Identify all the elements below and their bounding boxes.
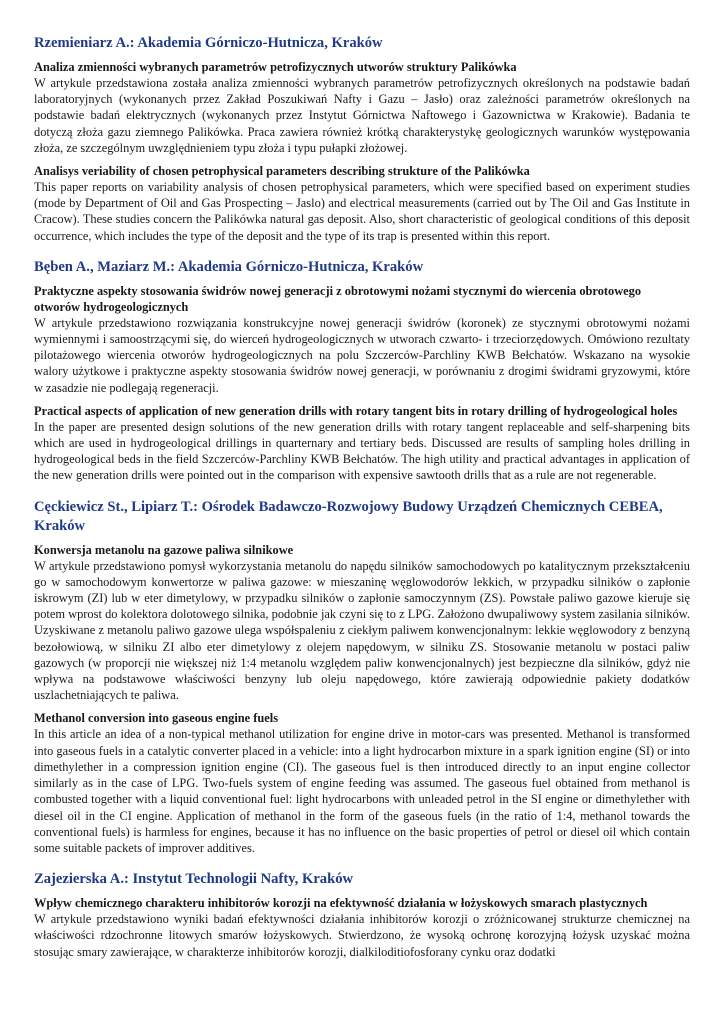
- polish-body: W artykule przedstawiono rozwiązania konstrukcyjne nowej generacji świdrów (koronek) ze stycznymi obrotowymi nożami wymiennymi i samoostrzącymi się, do wierceń hydrogeologicznych w utworach czwarto- i trzeciorzędowych. Omówiono rezultaty pilotażowego wiercenia otworów hydrogeologicznych na polu Szczerców-Parchliny KWB Bełchatów. Wskazano na wysokie walory użytkowe i praktyczne aspekty stosowania świdrów nowej generacji, w porównaniu z drogimi świdrami gryzowymi, które w zasadzie nie podlegają regeneracji.: [34, 315, 690, 395]
- author-heading: Rzemieniarz A.: Akademia Górniczo-Hutnicza, Kraków: [34, 35, 383, 51]
- english-body: In the paper are presented design solutions of the new generation drills with rotary tangent replaceable and self-sharpening bits which are used in hydrogeological drillings in quarternary and tertiary beds. Discussed are results of sampling holes drilling in hydrogeological beds in the field Szczerców-Parchliny KWB Bełchatów. The high utility and practical advantages in application of the new generation drills were pointed out in the comparison with expensive sawtooth drills that as a rule are not regenerable.: [34, 419, 690, 483]
- abstract-entry-zajezierska: [34, 870, 690, 960]
- abstract-entry-beben-maziarz: [34, 258, 690, 484]
- polish-body: W artykule przedstawiono wyniki badań efektywności działania inhibitorów korozji o zróżnicowanej strukturze chemicznej na właściwości rdzochronne litowych smarów łożyskowych. Stwierdzono, że wysoką ochronę korozyjną łożysk uzyskać można stosując smary zawierające, w charakterze inhibitorów korozji, dialkiloditiofosforany cynku oraz dodatki: [34, 912, 690, 959]
- polish-title: Konwersja metanolu na gazowe paliwa silnikowe: [34, 542, 294, 557]
- english-title: Analisys veriability of chosen petrophysical parameters describing strukture of the Palikówka: [34, 164, 530, 179]
- abstract-entry-ceckiewicz-lipiarz: [34, 498, 690, 856]
- abstract-entry-rzemieniarz: [34, 34, 690, 244]
- polish-body: W artykule przedstawiona została analiza zmienności wybranych parametrów petrofizycznych określonych na podstawie badań laboratoryjnych (wykonanych przez Zakład Poszukiwań Nafty i Gazu – Jasło) oraz zależności parametrów określonych na podstawie badań elektrycznych (wykonanych przez Instytut Górnictwa Naftowego i Gazownictwa w Krakowie). Badania te dotyczą złoża gazu ziemnego Palikówka. Praca zawiera również krótką charakterystykę geologicznych warunków występowania złoża, ze szczególnym uwzględnieniem typu złoża i typu pułapki złożowej.: [34, 76, 690, 155]
- polish-abstract: [34, 59, 690, 156]
- abstracts-column: [34, 34, 690, 974]
- author-heading: Cęckiewicz St., Lipiarz T.: Ośrodek Badawczo-Rozwojowy Budowy Urządzeń Chemicznych CEBEA, Kraków: [34, 498, 663, 534]
- polish-abstract: [34, 895, 690, 960]
- polish-body: W artykule przedstawiono pomysł wykorzystania metanolu do napędu silników samochodowych po katalitycznym przekształceniu go w samochodowym konwertorze w paliwa gazowe: w mieszaninę węglowodorów lekkich, w przypadku silników o zapłonie iskrowym (ZI) lub w eter dimetylowy, w przypadku silników o zapłonie samoczynnym (ZS). Powstałe paliwo gazowe kieruje się potem wprost do kolektora dolotowego silnika, podobnie jak czyni się to z LPG. Założono dwupaliwowy system zasilania silników. Uzyskiwane z metanolu paliwo gazowe ulega współspaleniu z ciekłym paliwem konwencjonalnym: lekkie węglowodory z benzyną bezołowiową, w silniku ZI albo eter dimetylowy z olejem napędowym, w silniku ZS. Stosowanie metanolu w postaci paliw gazowych (w proporcji nie większej niż 1:4 metanolu względem paliw konwencjonalnych) jest bezpieczne dla silników, gdyż nie wpływa na podstawowe właściwości benzyny lub oleju napędowego, które zawierają odpowiednie pakiety dodatków uszlachetniających te paliwa.: [34, 558, 690, 703]
- english-title: Methanol conversion into gaseous engine fuels: [34, 711, 279, 726]
- english-body: This paper reports on variability analysis of chosen petrophysical parameters, which were specified based on experiment studies (mode by Department of Oil and Gas Prospecting – Jaslo) and electrical measurements (carried out by The Oil and Gas Institute in Cracow). These studies concern the Palikówka natural gas deposit. Also, short characteristic of geological conditions of this deposit occurrence, which includes the type of the deposit and the type of its trap is presented within this report.: [34, 180, 690, 243]
- polish-abstract: [34, 542, 690, 704]
- author-heading: Bęben A., Maziarz M.: Akademia Górniczo-Hutnicza, Kraków: [34, 258, 424, 275]
- english-abstract: [34, 163, 690, 244]
- english-abstract: [34, 710, 690, 856]
- polish-title: Praktyczne aspekty stosowania świdrów nowej generacji z obrotowymi nożami stycznymi do wiercenia obrotowego otworów hydrogeologicznych: [34, 283, 642, 314]
- polish-title: Wpływ chemicznego charakteru inhibitorów korozji na efektywność działania w łożyskowych smarach plastycznych: [34, 896, 648, 911]
- english-abstract: [34, 403, 690, 484]
- polish-title: Analiza zmienności wybranych parametrów petrofizycznych utworów struktury Palikówka: [34, 60, 517, 74]
- english-title: Practical aspects of application of new generation drills with rotary tangent bits in rotary drilling of hydrogeological holes: [34, 403, 678, 418]
- english-body: In this article an idea of a non-typical methanol utilization for engine drive in motor-cars was presented. Methanol is transformed into gaseous fuels in a catalytic converter placed in a vehicle: into a light hydrocarbon mixture in a spark ignition engine (SI) or into dimethylether in a compression ignition engine (CI). The gaseous fuel is then introduced directly to an input engine collector similarly as in the case of LPG. Two-fuels system of engine feeding was assumed. The gaseous fuel obtained from methanol is combusted together with a liquid conventional fuel: light hydrocarbons with unleaded petrol in the SI engine or dimethylether with diesel oil in the CI engine. Application of methanol in the form of the gaseous fuels (in the ratio of 1:4, methanol towards the conventional fuels) is harmless for engines, because it has no influence on the basic properties of petrol or diesel oil which contain some suitable packets of improver additives.: [34, 727, 690, 855]
- author-heading: Zajezierska A.: Instytut Technologii Nafty, Kraków: [34, 871, 354, 888]
- polish-abstract: [34, 283, 690, 396]
